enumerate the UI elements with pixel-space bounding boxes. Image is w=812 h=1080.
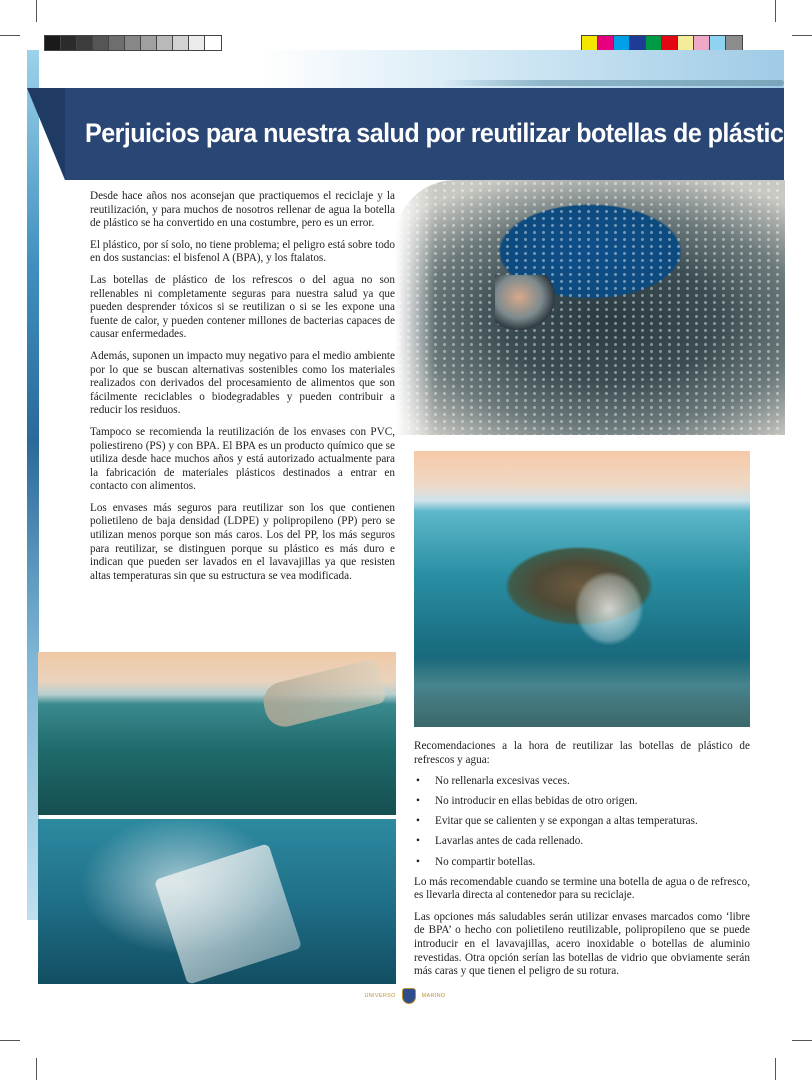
color-swatch (205, 36, 221, 50)
color-swatch (710, 36, 726, 50)
footer-brand-right: MARINO (421, 993, 446, 999)
color-swatch (189, 36, 205, 50)
plastic-bottle (259, 658, 386, 731)
crop-mark (0, 1040, 20, 1041)
color-swatch (598, 36, 614, 50)
list-item: • Evitar que se calienten y se expongan a altas temperaturas. (414, 815, 750, 829)
color-swatch (157, 36, 173, 50)
recommendations-intro: Recomendaciones a la hora de reutilizar las botellas de plástico de refrescos y agua: (414, 740, 750, 766)
color-swatch (45, 36, 61, 50)
paragraph: Además, suponen un impacto muy negativo para el medio ambiente por lo que se buscan alternativas sostenibles como los materiales realizados con derivados del procesamiento de alimentos que son fácilmente reciclables o biodegradables y pueden contribuir a reducir los residuos. (90, 349, 395, 417)
crop-mark (36, 0, 37, 22)
recommendations-column (414, 740, 750, 987)
seal-icon (402, 988, 416, 1004)
diver-figure (495, 275, 555, 330)
crop-mark (792, 1040, 812, 1041)
color-swatch (93, 36, 109, 50)
list-item: • No compartir botellas. (414, 856, 750, 870)
crop-mark (0, 35, 20, 36)
color-swatch (694, 36, 710, 50)
paragraph: Las opciones más saludables serán utilizar envases marcados como ‘libre de BPA’ o hecho con polietileno reutilizable, polipropileno que se puede introducir en el lavavajillas, acero inoxidable o botellas de aluminio revestidas. Otra opción serían las botellas de vidrio que obviamente serán más caras y que tienen el peligro de su rotura. (414, 910, 750, 978)
color-swatch (109, 36, 125, 50)
color-swatch (61, 36, 77, 50)
plastic-cup (154, 843, 302, 984)
paragraph: Desde hace años nos aconsejan que practiquemos el reciclaje y la reutilización, y para muchos de nosotros rellenar de agua la botella de plástico se ha convertido en una costumbre, pero es un error. (90, 190, 395, 230)
seabed-bottles (414, 657, 750, 727)
crop-mark (775, 0, 776, 22)
process-color-bar (581, 35, 743, 51)
page-title: Perjuicios para nuestra salud por reutilizar botellas de plástico (85, 118, 799, 148)
color-swatch (678, 36, 694, 50)
crop-mark (792, 35, 812, 36)
floating-debris (395, 180, 785, 435)
color-swatch (614, 36, 630, 50)
plastic-bag (574, 571, 644, 646)
color-swatch (141, 36, 157, 50)
floating-bottle-photo (38, 652, 396, 815)
horizon-image (260, 50, 784, 90)
crop-mark (36, 1058, 37, 1080)
footer-brand-left: UNIVERSO (364, 993, 396, 999)
color-swatch (173, 36, 189, 50)
magazine-footer-logo (360, 986, 450, 1006)
crop-mark (775, 1058, 776, 1080)
crab-in-plastic-cup-photo (38, 819, 396, 984)
color-swatch (662, 36, 678, 50)
color-swatch (646, 36, 662, 50)
color-swatch (125, 36, 141, 50)
list-item: • No rellenarla excesivas veces. (414, 775, 750, 789)
paragraph: Tampoco se recomienda la reutilización de los envases con PVC, poliestireno (PS) y con BPA. El BPA es un producto químico que se utiliza desde hace muchos años y está autorizado actualmente para la fabricación de materiales plásticos destinados a entrar en contacto con alimentos. (90, 425, 395, 493)
color-swatch (630, 36, 646, 50)
paragraph: Lo más recomendable cuando se termine una botella de agua o de refresco, es llevarla directa al contenedor para su reciclaje. (414, 875, 750, 902)
color-swatch (77, 36, 93, 50)
list-item: • Lavarlas antes de cada rellenado. (414, 835, 750, 849)
paragraph: Las botellas de plástico de los refrescos o del agua no son rellenables ni completamente seguras para nuestra salud ya que pueden desprender tóxicos si se reutilizan o si se les expone una fuente de calor, y pueden contener millones de bacterias capaces de causar enfermedades. (90, 273, 395, 341)
title-banner (65, 88, 799, 180)
sea-turtle-plastic-bag-photo (414, 451, 750, 727)
left-article-column (90, 190, 395, 591)
list-item: • No introducir en ellas bebidas de otro origen. (414, 795, 750, 809)
paragraph: El plástico, por sí solo, no tiene problema; el peligro está sobre todo en dos sustancias: el bisfenol A (BPA), y los ftalatos. (90, 238, 395, 265)
color-swatch (582, 36, 598, 50)
grayscale-color-bar (44, 35, 222, 51)
diver-in-plastic-debris-photo (395, 180, 785, 435)
paragraph: Los envases más seguros para reutilizar son los que contienen polietileno de baja densidad (LDPE) y polipropileno (PP) pero se utilizan menos porque son más caros. Los del PP, los más seguros para reutilizar, se distinguen porque su plástico es más duro e indican que pueden ser lavados en el lavavajillas ya que resisten altas temperaturas sin que su estructura se vea modificada. (90, 501, 395, 582)
recommendations-list (414, 775, 750, 869)
color-swatch (726, 36, 742, 50)
